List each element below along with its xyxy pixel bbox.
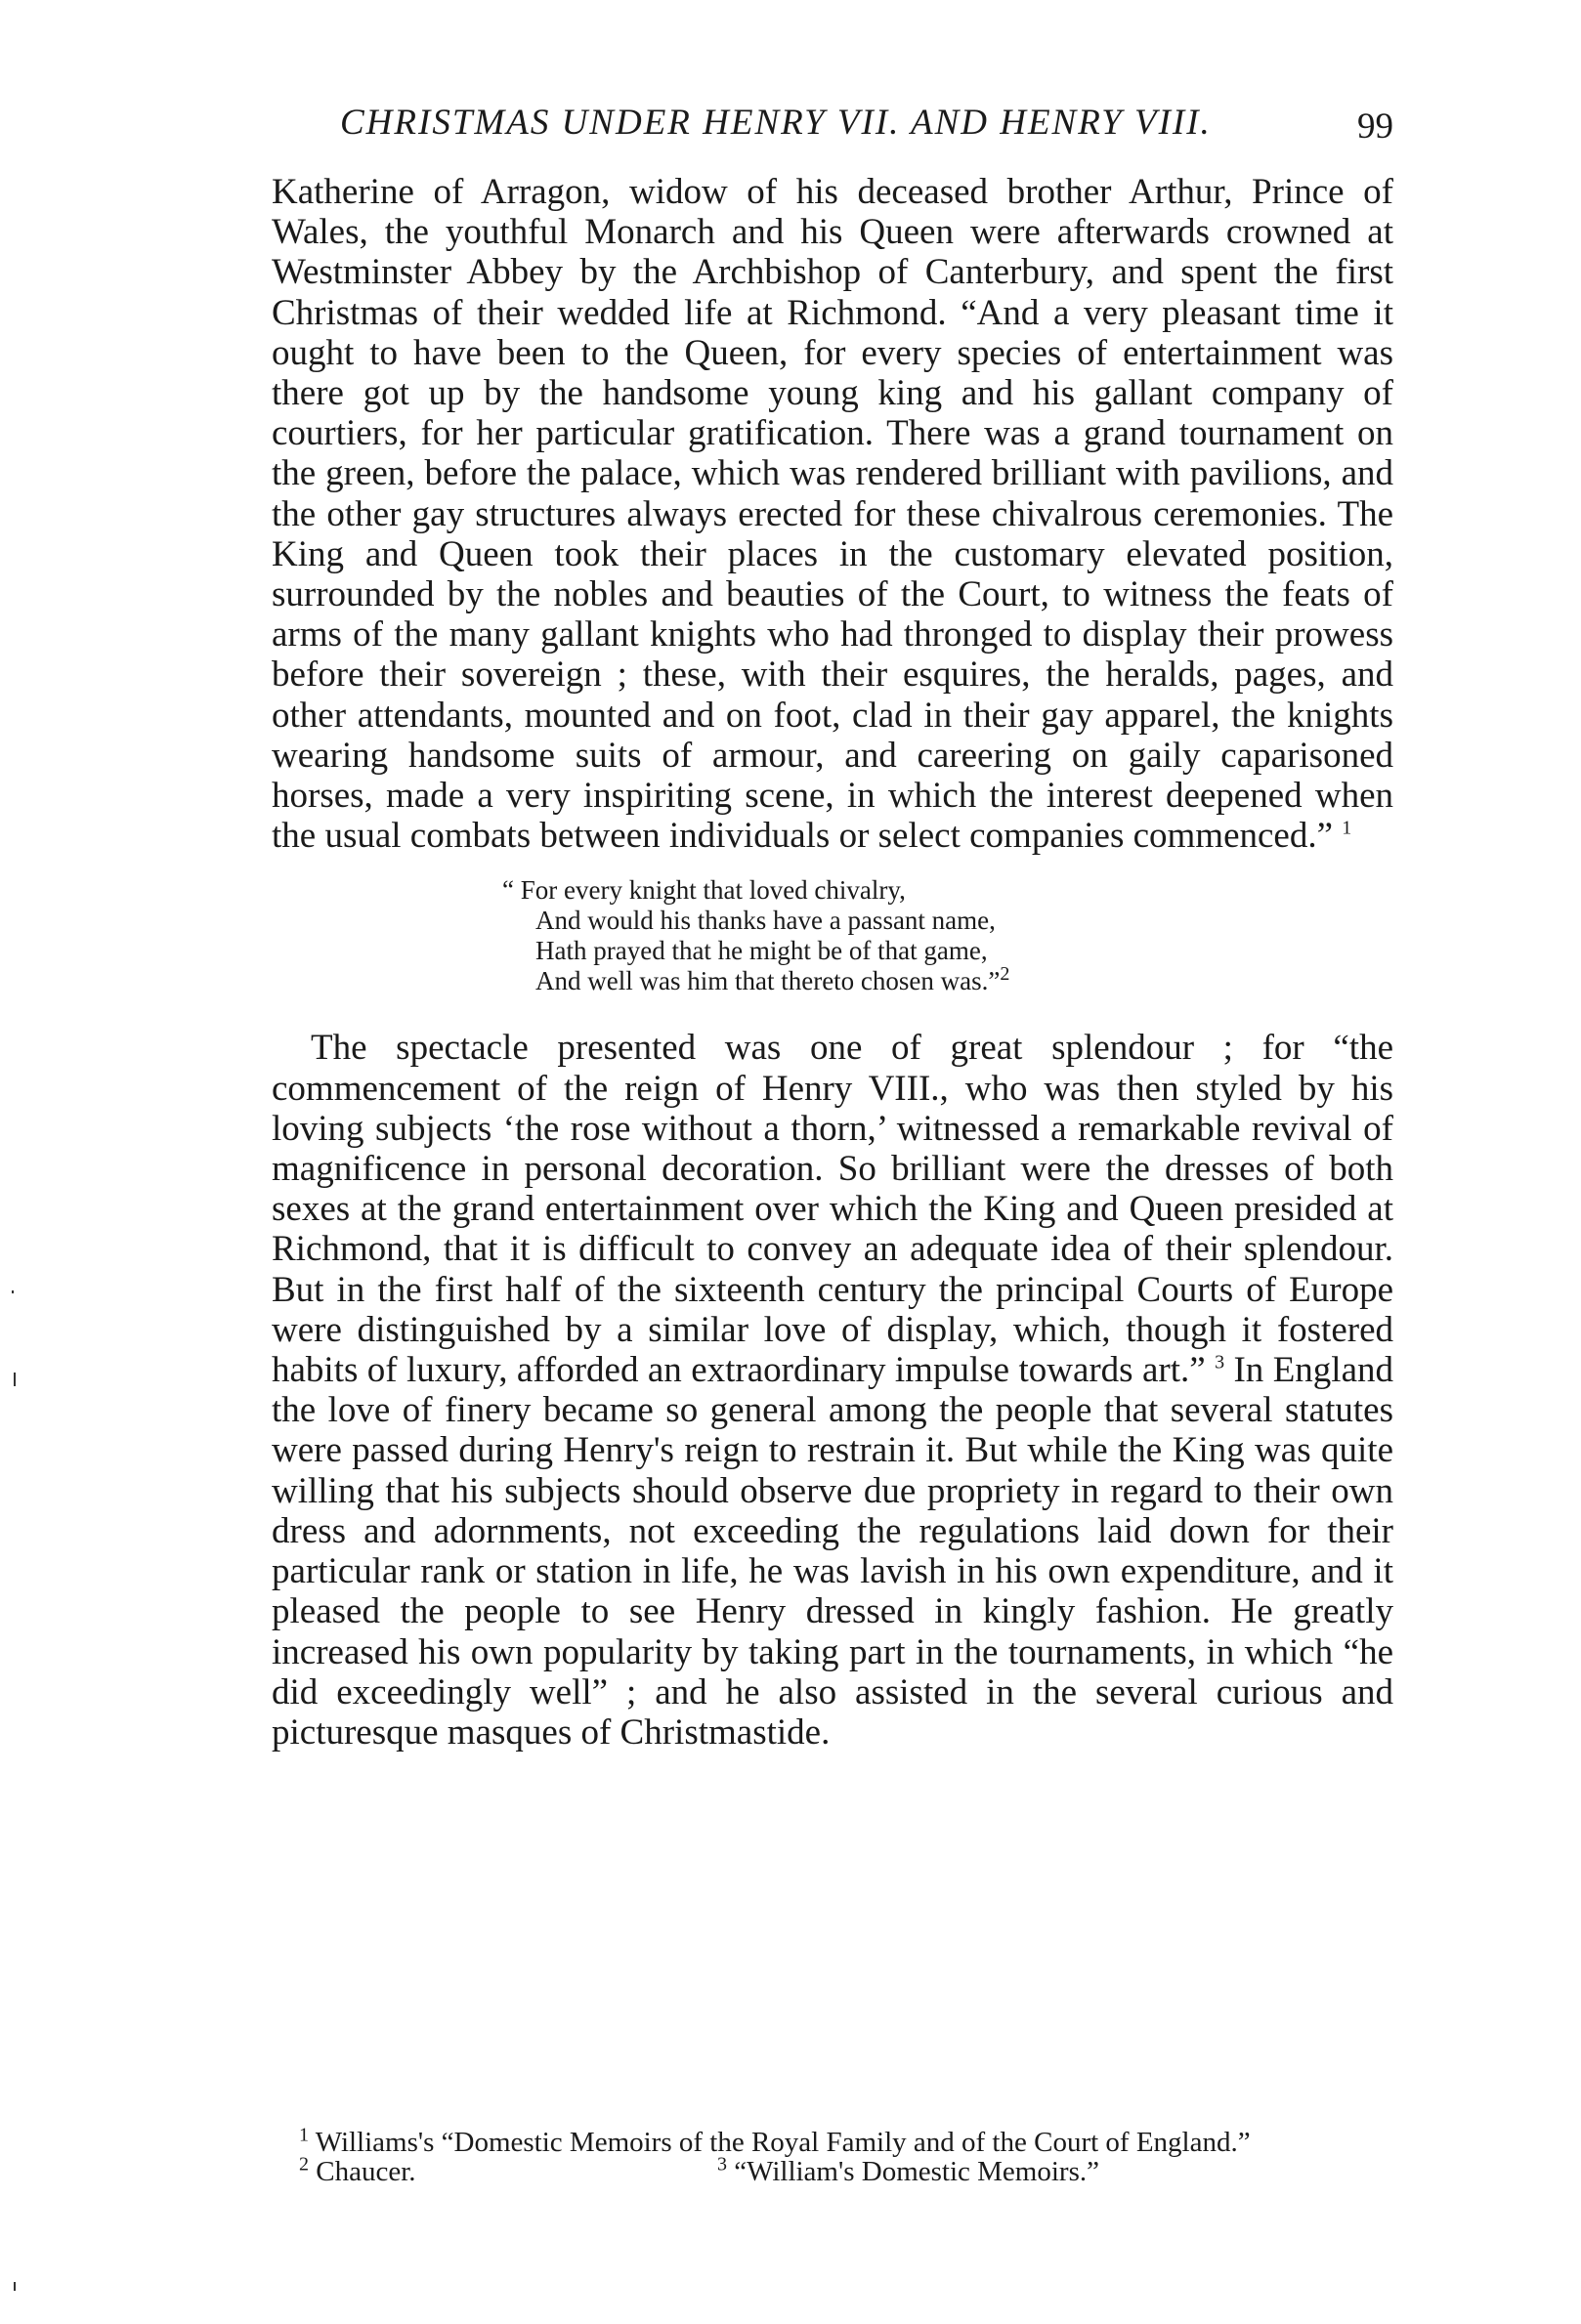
scan-speck [12,1290,14,1293]
running-title: CHRISTMAS UNDER HENRY VII. AND HENRY VIII. [340,103,1212,143]
footnote-2 [272,2153,717,2187]
verse-line: Hath prayed that he might be of that game, [535,936,988,966]
scan-speck [14,2282,16,2291]
paragraph-2-text: The spectacle presented was one of great splendour ; for “the commencement of the reign of Henry VIII., who was then styled by his loving subjects ‘the rose without a thorn,’ witnessed a remarkable revival of magnificence in personal decoration. So brilliant were the dresses of both sexes at the grand entertainment over which the King and Queen presided at Richmond, that it is difficult to convey an adequate idea of their splendour. But in the first half of the sixteenth century the principal Courts of Europe were distinguished by a similar love of display, which, though it fostered habits of luxury, afforded an extraordinary impulse towards art.” [272,1028,1393,1391]
footnote-1-text: Williams's “Domestic Memoirs of the Royal Family and of the Court of England.” [315,2127,1251,2158]
verse-line: And would his thanks have a passant name, [535,906,996,936]
footnote-3-text: “William's Domestic Memoirs.” [734,2156,1099,2187]
footnote-row [272,2153,1393,2187]
paragraph-2-text-cont: In England the love of finery became so general among the people that several statutes were passed during Henry's reign to restrain it. But while the King was quite willing that his subjects should observe due propriety in regard to their own dress and adornments, not exceeding the regulations laid down for their particular rank or station in life, he was lavish in his own expenditure, and it pleased the people to see Henry dressed in kingly fashion. He greatly increased his own popularity by taking part in the tournaments, in which “he did exceedingly well” ; and he also assisted in the several curious and picturesque masques of Christmastide. [272,1350,1394,1753]
verse-line-last [502,963,1393,996]
verse-quotation [502,875,1393,996]
footnote-1 [272,2124,1393,2158]
body-text [272,172,1393,1753]
footnote-3-marker: 3 [717,2153,727,2176]
note-ref-3: 3 [1215,1351,1225,1373]
verse-line: “ For every knight that loved chivalry, [502,875,906,906]
paragraph-1 [272,172,1393,856]
footnote-2-marker: 2 [299,2153,309,2176]
footnotes [272,2124,1393,2187]
footnote-2-text: Chaucer. [316,2156,416,2187]
scan-speck [14,1373,16,1386]
note-ref-1: 1 [1342,817,1352,839]
page-header [272,102,1393,160]
paragraph-1-text: Katherine of Arragon, widow of his deceased brother Arthur, Prince of Wales, the youthful Monarch and his Queen were afterwards crowned at Westminster Abbey by the Archbishop of Canterbury, and spent the first Christmas of their wedded life at Richmond. “And a very pleasant time it ought to have been to the Queen, for every species of entertainment was there got up by the handsome young king and his gallant company of courtiers, for her particular gratification. There was a grand tournament on the green, before the palace, which was rendered brilliant with pavilions, and the other gay structures always erected for these chivalrous ceremonies. The King and Queen took their places in the customary elevated position, surrounded by the nobles and beauties of the Court, to witness the feats of arms of the many gallant knights who had thronged to display their prowess before their sovereign ; these, with their esquires, the heralds, pages, and other attendants, mounted and on foot, clad in their gay apparel, the knights wearing handsome suits of armour, and careering on gaily caparisoned horses, made a very inspiriting scene, in which the interest deepened when the usual combats between individuals or select companies commenced.” [272,172,1393,857]
note-ref-2: 2 [1000,963,1010,986]
footnote-1-marker: 1 [299,2124,309,2146]
verse-line-text: And well was him that thereto chosen was.” [535,966,1001,996]
paragraph-2 [272,1028,1393,1753]
page-number: 99 [1357,106,1393,147]
footnote-3 [717,2153,1099,2187]
